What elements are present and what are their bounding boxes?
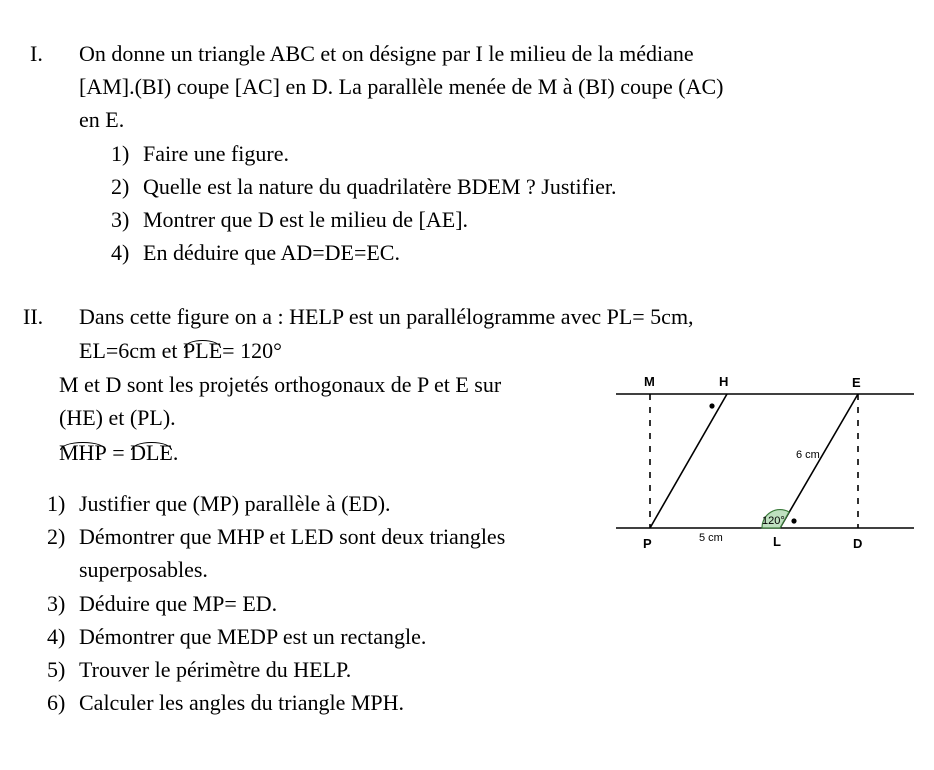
part2-q3-number: 3) [47, 591, 66, 616]
angle-dle: DLE [130, 440, 173, 465]
angle-equality [59, 440, 178, 466]
part1-q3-text: Montrer que D est le milieu de [AE]. [143, 207, 469, 232]
part2-q3-text: Déduire que MP= ED. [79, 591, 278, 616]
part1-q4-number: 4) [111, 240, 130, 265]
part2-q1-text: Justifier que (MP) parallèle à (ED). [79, 491, 391, 516]
label-e: E [852, 375, 861, 390]
part2-line-3: M et D sont les projetés orthogonaux de P et E sur [59, 372, 502, 397]
part2-q2-text-cont: superposables. [79, 557, 208, 582]
dot-l [791, 518, 796, 523]
part2-line-1: Dans cette figure on a : HELP est un parallélogramme avec PL= 5cm, [79, 304, 694, 329]
part2-line-2-start: EL=6cm et [79, 338, 184, 363]
part1-line-2: [AM].(BI) coupe [AC] en D. La parallèle menée de M à (BI) coupe (AC) [79, 74, 724, 99]
label-pl-length: 5 cm [699, 532, 723, 544]
label-el-length: 6 cm [796, 449, 820, 461]
part1-numeral: I. [30, 41, 43, 66]
part2-line-4: (HE) et (PL). [59, 405, 176, 430]
part2-q5-number: 5) [47, 657, 66, 682]
part1-q1-text: Faire une figure. [143, 141, 289, 166]
equals-sign: = [106, 440, 131, 465]
label-p: P [643, 536, 652, 551]
part2-numeral: II. [23, 304, 44, 329]
part2-q6-text: Calculer les angles du triangle MPH. [79, 690, 405, 715]
label-d: D [853, 536, 863, 551]
part2-q1-number: 1) [47, 491, 66, 516]
parallelogram-figure [612, 366, 918, 572]
label-m: M [644, 374, 655, 389]
part1-q3-number: 3) [111, 207, 130, 232]
label-angle: 120° [762, 515, 785, 527]
part2-q4-text: Démontrer que MEDP est un rectangle. [79, 624, 427, 649]
part1-q2-number: 2) [111, 174, 130, 199]
part2-q5-text: Trouver le périmètre du HELP. [79, 657, 352, 682]
part2-q6-number: 6) [47, 690, 66, 715]
part2-q2-number: 2) [47, 524, 66, 549]
dot-h [709, 403, 714, 408]
part1-q4-text: En déduire que AD=DE=EC. [143, 240, 400, 265]
part2-line-2 [79, 338, 282, 364]
angle-ple: PLE [183, 338, 223, 363]
part1-q1-number: 1) [111, 141, 130, 166]
part2-q2-text: Démontrer que MHP et LED sont deux triangles [79, 524, 506, 549]
side-ph [650, 394, 727, 528]
side-le [780, 394, 858, 528]
part1-line-3: en E. [79, 107, 125, 132]
angle-mhp: MHP [59, 440, 107, 465]
label-h: H [719, 374, 729, 389]
equality-period: . [172, 440, 179, 465]
part1-q2-text: Quelle est la nature du quadrilatère BDEM ? Justifier. [143, 174, 617, 199]
part1-line-1: On donne un triangle ABC et on désigne par I le milieu de la médiane [79, 41, 694, 66]
part2-q4-number: 4) [47, 624, 66, 649]
label-l: L [773, 534, 781, 549]
part2-line-2-end: = 120° [222, 338, 282, 363]
